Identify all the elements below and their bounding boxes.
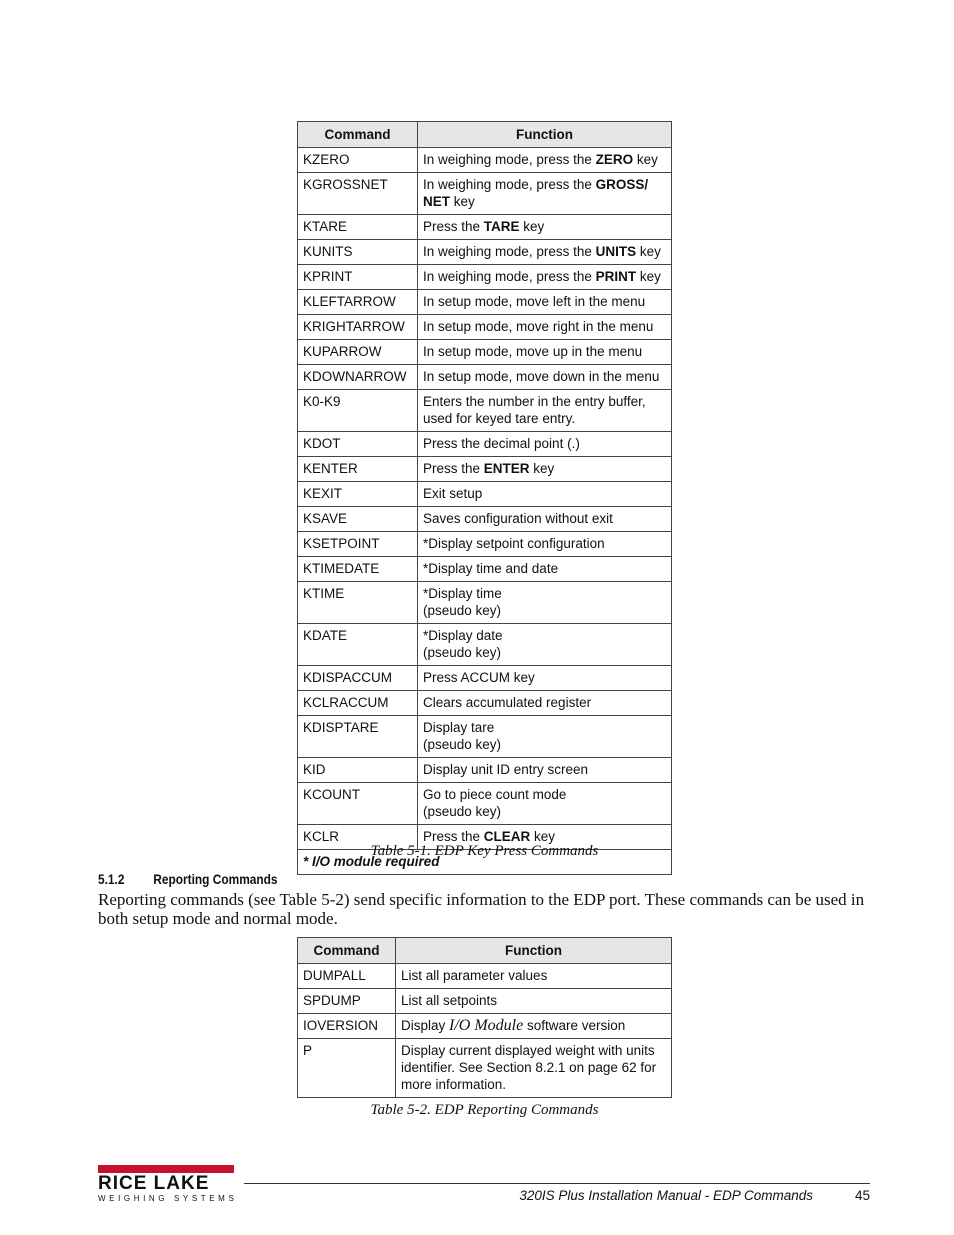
function-text: Display unit ID entry screen [423, 762, 589, 777]
function-text: *Display setpoint configuration [423, 536, 605, 551]
table-row [298, 340, 672, 365]
command-cell: KEXIT [298, 482, 418, 507]
table-row [298, 964, 672, 989]
section-title: Reporting Commands [153, 871, 278, 887]
table-row [298, 557, 672, 582]
key-press-commands-table [297, 121, 672, 875]
table-row [298, 457, 672, 482]
command-cell: KTIMEDATE [298, 557, 418, 582]
logo-text: RICE LAKE [98, 1173, 210, 1194]
function-text: Enters the number in the entry buffer, used for keyed tare entry. [423, 394, 646, 426]
function-cell [418, 265, 672, 290]
function-cell [418, 716, 672, 758]
table-row [298, 507, 672, 532]
key-name: ZERO [595, 152, 634, 167]
command-cell: KUNITS [298, 240, 418, 265]
command-cell: KLEFTARROW [298, 290, 418, 315]
table-row [298, 783, 672, 825]
function-cell [418, 148, 672, 173]
function-text: In setup mode, move down in the menu [423, 369, 660, 384]
function-cell [418, 240, 672, 265]
function-text: In weighing mode, press the [423, 152, 596, 167]
function-text: key [529, 461, 555, 476]
command-cell: KDOWNARROW [298, 365, 418, 390]
command-cell: KDISPTARE [298, 716, 418, 758]
function-cell [418, 532, 672, 557]
function-text: Exit setup [423, 486, 483, 501]
function-text: Display current displayed weight with units identifier. See Section 8.2.1 on page 62 for more information. [401, 1043, 657, 1092]
command-cell: DUMPALL [298, 964, 396, 989]
function-text: Saves configuration without exit [423, 511, 613, 526]
logo-bar [98, 1165, 234, 1173]
table-row [298, 691, 672, 716]
command-cell: KGROSSNET [298, 173, 418, 215]
product-name: I/O Module [449, 1017, 524, 1034]
function-text: *Display time and date [423, 561, 559, 576]
function-text: Display [401, 1018, 450, 1033]
column-header-function: Function [418, 122, 672, 148]
function-text: List all setpoints [401, 993, 498, 1008]
function-cell [418, 624, 672, 666]
function-cell [418, 557, 672, 582]
table-row [298, 290, 672, 315]
command-cell: KUPARROW [298, 340, 418, 365]
table-row [298, 758, 672, 783]
reporting-commands-table [297, 937, 672, 1098]
table-row [298, 240, 672, 265]
function-cell [396, 989, 672, 1014]
function-text: List all parameter values [401, 968, 548, 983]
command-cell: KDOT [298, 432, 418, 457]
function-text: key [636, 244, 661, 259]
table-row [298, 173, 672, 215]
command-cell: KSETPOINT [298, 532, 418, 557]
function-cell [418, 215, 672, 240]
command-cell: KENTER [298, 457, 418, 482]
function-cell [418, 666, 672, 691]
logo-subtext: WEIGHING SYSTEMS [98, 1194, 238, 1203]
table-row [298, 624, 672, 666]
function-cell [418, 691, 672, 716]
table-header-row [298, 122, 672, 148]
table-header-row [298, 938, 672, 964]
function-text: Press ACCUM key [423, 670, 535, 685]
function-text: key [636, 269, 661, 284]
table-row [298, 432, 672, 457]
function-text: Clears accumulated register [423, 695, 592, 710]
column-header-command: Command [298, 122, 418, 148]
table-caption-1: Table 5-1. EDP Key Press Commands [370, 843, 599, 859]
table-row [298, 315, 672, 340]
function-text: In weighing mode, press the [423, 177, 596, 192]
section-number: 5.1.2 [98, 871, 125, 887]
footer-title: 320IS Plus Installation Manual - EDP Commands [519, 1188, 813, 1203]
table-row [298, 1014, 672, 1039]
column-header-command: Command [298, 938, 396, 964]
function-cell [418, 783, 672, 825]
table-row [298, 390, 672, 432]
key-name: GROSS/ NET [423, 177, 649, 209]
function-cell [396, 1039, 672, 1098]
function-cell [418, 365, 672, 390]
command-cell: KZERO [298, 148, 418, 173]
function-cell [418, 390, 672, 432]
table-row [298, 666, 672, 691]
function-text: In setup mode, move left in the menu [423, 294, 646, 309]
table-row [298, 716, 672, 758]
function-cell [418, 758, 672, 783]
function-text: key [530, 829, 556, 844]
key-name: CLEAR [483, 829, 531, 844]
table-row [298, 482, 672, 507]
command-cell: KRIGHTARROW [298, 315, 418, 340]
function-cell [396, 1014, 672, 1039]
command-cell: KCOUNT [298, 783, 418, 825]
function-text: Go to piece count mode (pseudo key) [423, 787, 567, 819]
section-heading [98, 871, 278, 887]
key-name: PRINT [595, 269, 637, 284]
function-text: Press the decimal point (.) [423, 436, 580, 451]
function-text: Press the [423, 219, 484, 234]
command-cell: P [298, 1039, 396, 1098]
table-row [298, 265, 672, 290]
table-row [298, 582, 672, 624]
function-cell [418, 340, 672, 365]
table-row [298, 215, 672, 240]
function-text: Press the [423, 461, 484, 476]
command-cell: KID [298, 758, 418, 783]
function-text: *Display time (pseudo key) [423, 586, 502, 618]
page-number: 45 [854, 1188, 870, 1203]
function-cell [418, 432, 672, 457]
function-cell [418, 482, 672, 507]
function-text: key [633, 152, 658, 167]
function-cell [418, 582, 672, 624]
function-text: Press the [423, 829, 484, 844]
function-cell [418, 315, 672, 340]
function-text: In setup mode, move up in the menu [423, 344, 643, 359]
table-row [298, 148, 672, 173]
function-cell [418, 457, 672, 482]
function-cell [418, 173, 672, 215]
table-row [298, 1039, 672, 1098]
function-text: In weighing mode, press the [423, 269, 596, 284]
command-cell: KDISPACCUM [298, 666, 418, 691]
command-cell: KPRINT [298, 265, 418, 290]
command-cell: KTIME [298, 582, 418, 624]
command-cell: K0-K9 [298, 390, 418, 432]
command-cell: SPDUMP [298, 989, 396, 1014]
function-cell [418, 290, 672, 315]
key-name: ENTER [483, 461, 530, 476]
command-cell: IOVERSION [298, 1014, 396, 1039]
command-cell: KCLR [298, 825, 418, 850]
function-text: key [450, 194, 475, 209]
function-text: In weighing mode, press the [423, 244, 596, 259]
function-cell [396, 964, 672, 989]
command-cell: KDATE [298, 624, 418, 666]
table-caption-2: Table 5-2. EDP Reporting Commands [370, 1102, 599, 1118]
key-name: UNITS [595, 244, 637, 259]
table-row [298, 365, 672, 390]
command-cell: KTARE [298, 215, 418, 240]
function-text: software version [523, 1018, 626, 1033]
footer-rule [244, 1183, 870, 1184]
function-text: Display tare (pseudo key) [423, 720, 502, 752]
function-text: In setup mode, move right in the menu [423, 319, 654, 334]
table-footnote: * I/O module required [298, 850, 672, 875]
column-header-function: Function [396, 938, 672, 964]
function-cell [418, 507, 672, 532]
table-row [298, 532, 672, 557]
command-cell: KCLRACCUM [298, 691, 418, 716]
function-text: *Display date (pseudo key) [423, 628, 503, 660]
rice-lake-logo [98, 1165, 237, 1203]
table-row [298, 989, 672, 1014]
command-cell: KSAVE [298, 507, 418, 532]
function-text: key [519, 219, 545, 234]
section-paragraph: Reporting commands (see Table 5-2) send specific information to the EDP port. These commands can be used in both setup mode and normal mode. [98, 890, 865, 928]
key-name: TARE [483, 219, 520, 234]
